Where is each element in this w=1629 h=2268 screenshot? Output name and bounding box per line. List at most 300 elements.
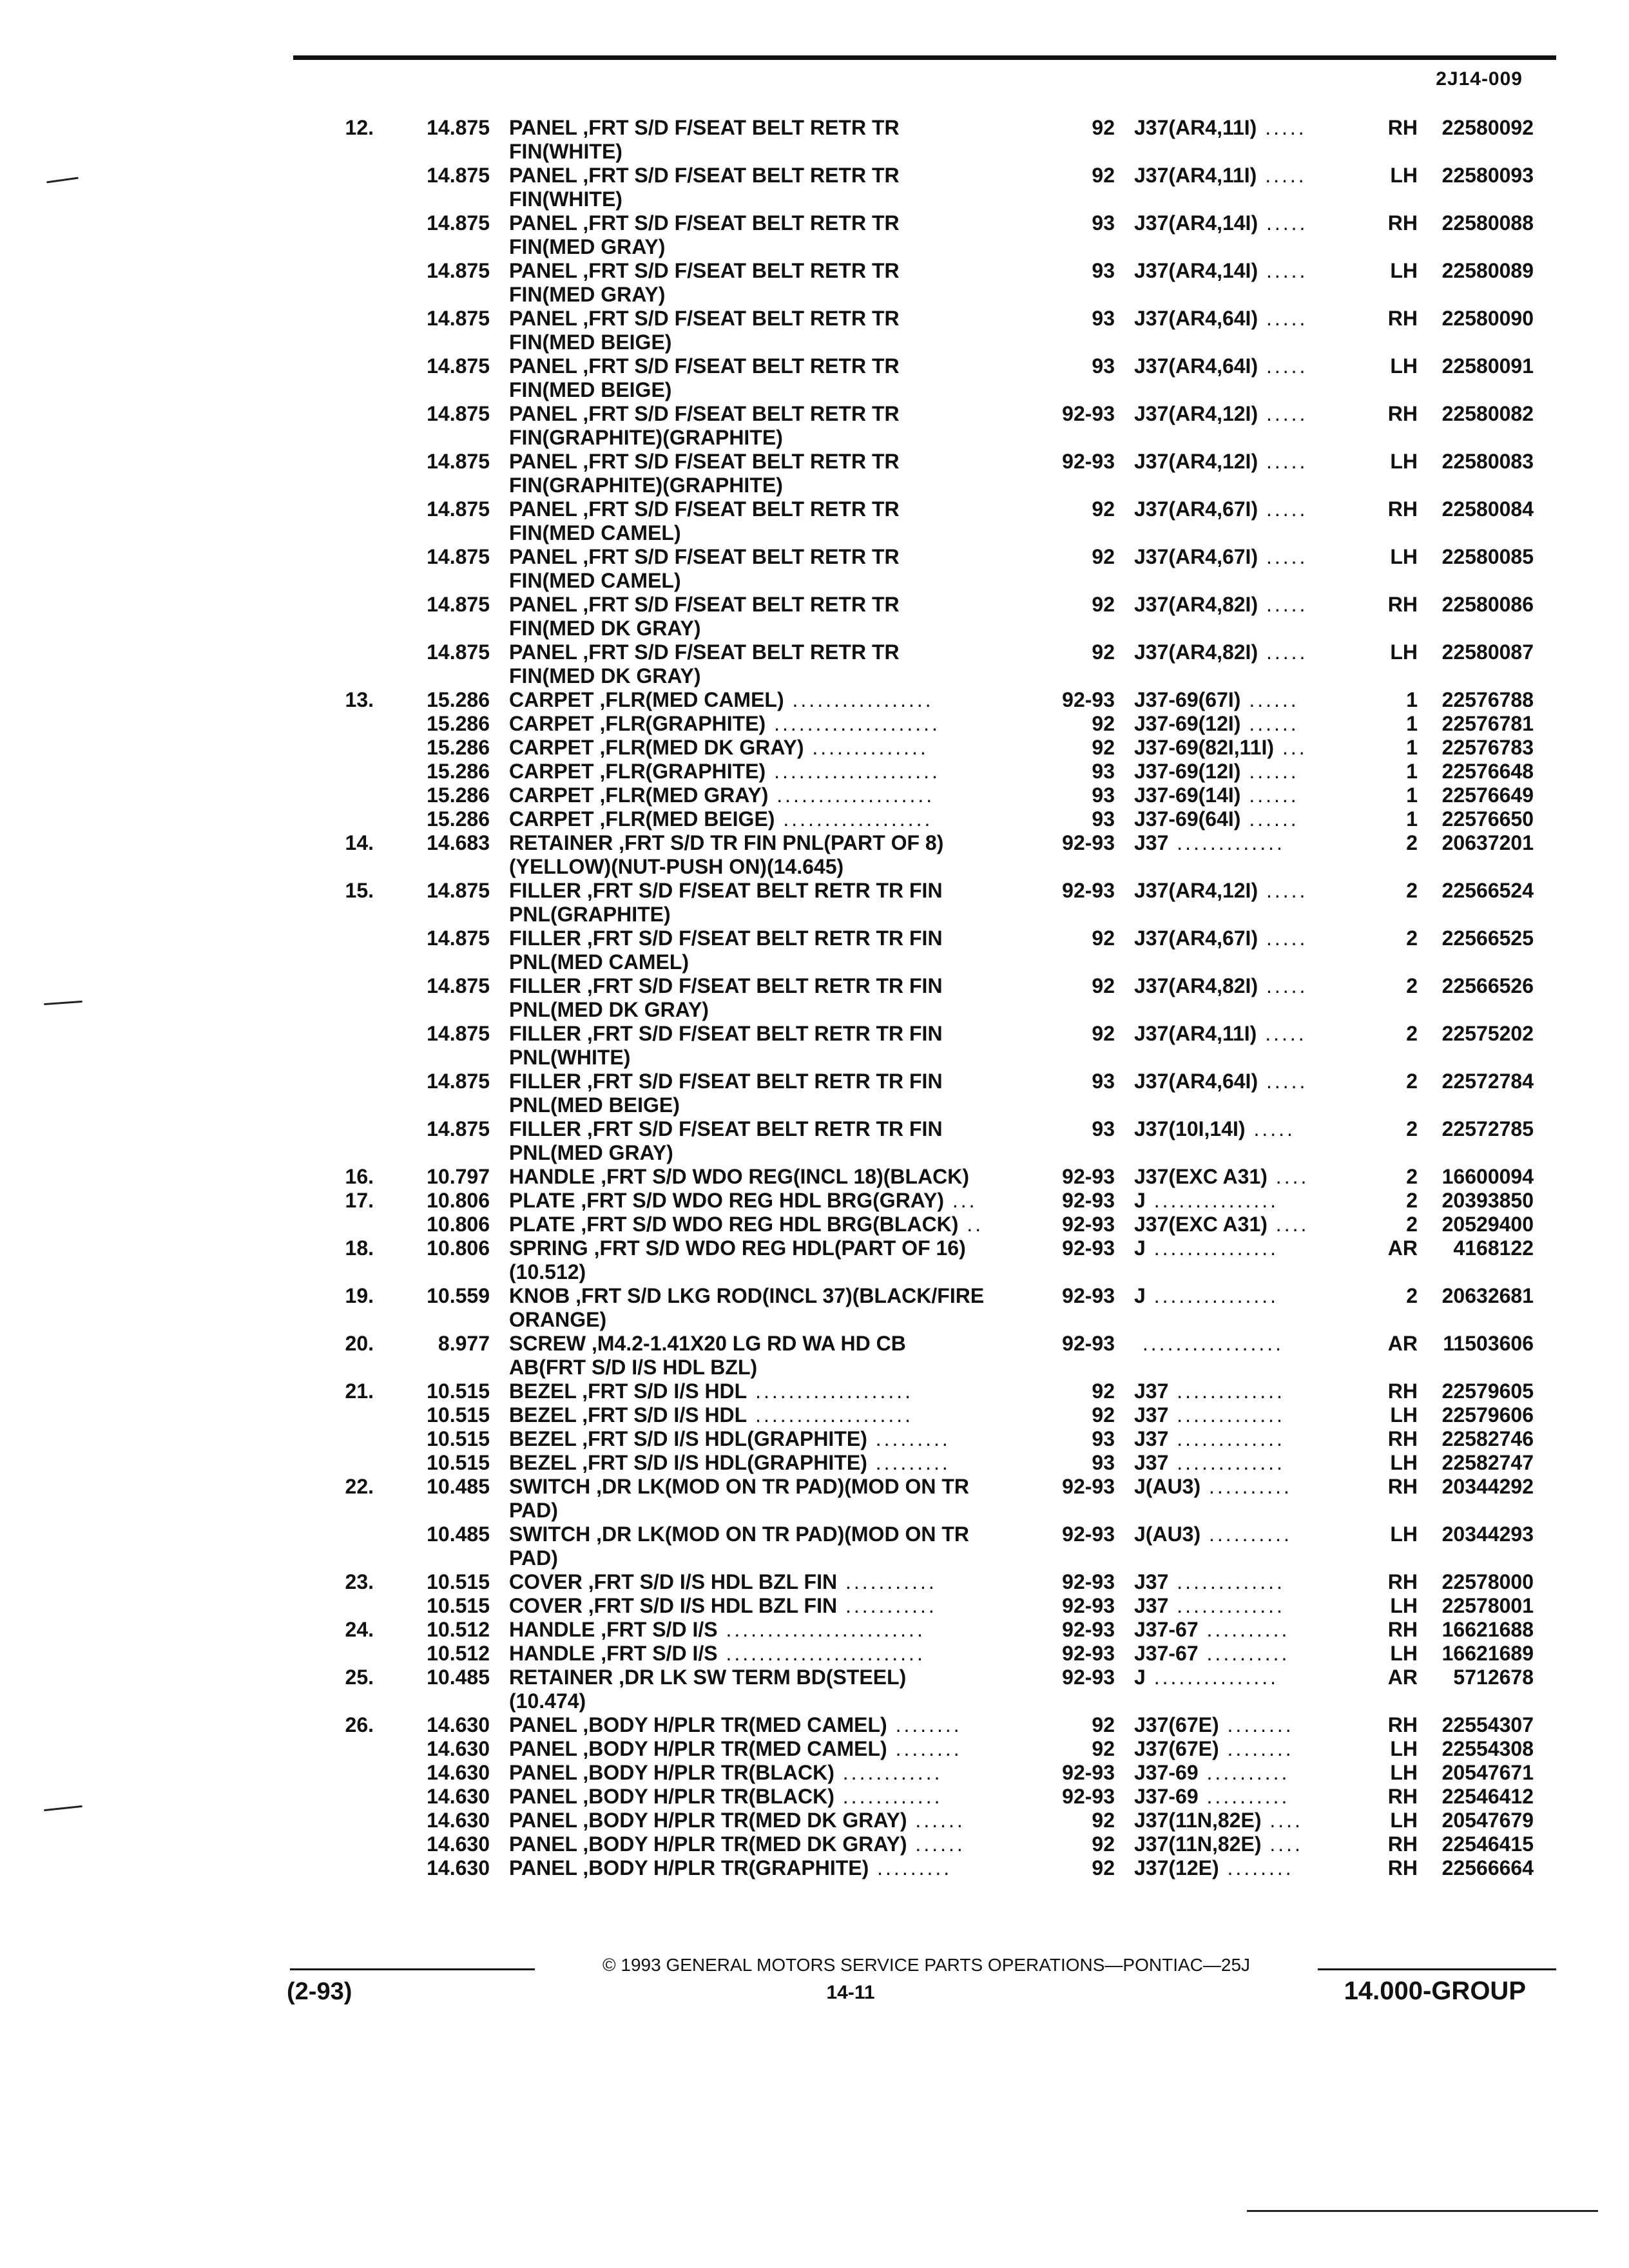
- group-number: 14.630: [427, 1761, 490, 1784]
- part-description: [509, 331, 1037, 354]
- part-name: PANEL: [509, 1856, 577, 1879]
- leader-dots: ......: [907, 1809, 965, 1832]
- model-code: J37(67E): [1134, 1713, 1219, 1736]
- model-usage: [1134, 1832, 1340, 1856]
- group-number: 10.512: [427, 1618, 490, 1641]
- model-code: J37(AR4,64I): [1134, 354, 1258, 378]
- part-number: 22576650: [1441, 807, 1534, 831]
- part-detail: PAD): [509, 1499, 558, 1522]
- group-number: 15.286: [427, 712, 490, 735]
- leader-dots: .....: [1258, 497, 1308, 521]
- part-name: FILLER: [509, 927, 581, 950]
- model-code: J(AU3): [1134, 1475, 1201, 1498]
- model-year: 92-93: [1062, 879, 1115, 902]
- model-usage: [1134, 1070, 1340, 1093]
- model-code: J37(AR4,11I): [1134, 1022, 1257, 1045]
- part-description: [509, 1761, 1037, 1785]
- parts-row: [0, 1832, 1629, 1856]
- part-detail: ,FRT S/D I/S HDL BZL FIN: [582, 1570, 838, 1593]
- quantity: 2: [1406, 1117, 1418, 1140]
- model-year: 92-93: [1062, 1618, 1115, 1641]
- part-number: 20393850: [1441, 1189, 1534, 1212]
- parts-row: [0, 235, 1629, 259]
- part-detail: ,FRT S/D WDO REG(INCL 18)(BLACK): [595, 1165, 970, 1188]
- part-number: 22546412: [1441, 1785, 1534, 1808]
- part-description: [509, 664, 1037, 688]
- group-number: 10.797: [427, 1165, 490, 1188]
- model-code: J37-69(12I): [1134, 760, 1241, 783]
- part-detail: ,FRT S/D F/SEAT BELT RETR TR: [577, 402, 900, 425]
- part-description: [509, 1666, 1037, 1689]
- model-code: J37: [1134, 1427, 1169, 1450]
- leader-dots: .............: [1168, 1570, 1285, 1593]
- parts-row: [0, 211, 1629, 235]
- part-detail: ,BODY H/PLR TR(MED CAMEL): [577, 1737, 887, 1760]
- model-code: J37: [1134, 1403, 1169, 1427]
- part-detail: ,FRT S/D F/SEAT BELT RETR TR: [577, 450, 900, 473]
- part-description: [509, 140, 1037, 164]
- leader-dots: .....: [1258, 211, 1308, 235]
- part-description: [509, 1689, 1037, 1713]
- group-number: 10.515: [427, 1570, 490, 1593]
- part-number: 22579606: [1441, 1403, 1534, 1427]
- leader-dots: .............: [1168, 1379, 1285, 1403]
- part-detail: ,FRT S/D F/SEAT BELT RETR TR: [577, 164, 900, 187]
- model-usage: [1134, 1475, 1340, 1499]
- header-rule: [293, 55, 1556, 60]
- model-usage: [1134, 831, 1340, 855]
- group-number: 10.515: [427, 1451, 490, 1474]
- part-description: [509, 1427, 1037, 1451]
- parts-row: [0, 1070, 1629, 1093]
- leader-dots: .....: [1258, 1070, 1308, 1093]
- part-number: 22578001: [1441, 1594, 1534, 1617]
- part-number: 5712678: [1453, 1666, 1534, 1689]
- model-usage: [1134, 1761, 1340, 1785]
- model-code: J37(10I,14I): [1134, 1117, 1246, 1140]
- part-name: PANEL: [509, 1832, 577, 1856]
- model-code: J37(AR4,64I): [1134, 1070, 1258, 1093]
- item-number: 26.: [345, 1713, 374, 1736]
- model-usage: [1134, 1737, 1340, 1761]
- parts-row: [0, 1117, 1629, 1141]
- part-name: KNOB: [509, 1284, 570, 1307]
- part-number: 22578000: [1441, 1570, 1534, 1593]
- part-name: PANEL: [509, 545, 577, 568]
- quantity: AR: [1387, 1236, 1418, 1260]
- part-number: 22582747: [1441, 1451, 1534, 1474]
- parts-row: [0, 1165, 1629, 1189]
- part-detail: ,BODY H/PLR TR(GRAPHITE): [577, 1856, 869, 1879]
- part-name: RETAINER: [509, 831, 613, 854]
- model-year: 92: [1092, 1713, 1115, 1736]
- group-number: 14.875: [427, 640, 490, 664]
- group-number: 15.286: [427, 736, 490, 759]
- part-description: [509, 1856, 1037, 1880]
- model-code: J37: [1134, 1594, 1169, 1617]
- item-number: 14.: [345, 831, 374, 854]
- leader-dots: .....: [1258, 259, 1308, 282]
- model-year: 92: [1092, 593, 1115, 616]
- item-number: 18.: [345, 1236, 374, 1260]
- model-year: 92-93: [1062, 1570, 1115, 1593]
- model-usage: [1134, 307, 1340, 331]
- model-code: J37(AR4,67I): [1134, 927, 1258, 950]
- part-description: [509, 640, 1037, 664]
- quantity: 2: [1406, 927, 1418, 950]
- model-year: 92-93: [1062, 1165, 1115, 1188]
- part-name: SCREW: [509, 1332, 586, 1355]
- model-year: 93: [1092, 307, 1115, 330]
- leader-dots: .............: [1168, 831, 1285, 854]
- quantity: AR: [1387, 1332, 1418, 1355]
- quantity: RH: [1387, 1618, 1418, 1641]
- group-number: 10.515: [427, 1594, 490, 1617]
- model-usage: [1134, 1523, 1340, 1546]
- part-detail: (10.512): [509, 1260, 586, 1283]
- group-number: 14.875: [427, 497, 490, 521]
- group-number: 10.806: [427, 1236, 490, 1260]
- item-number: 22.: [345, 1475, 374, 1498]
- model-usage: [1134, 760, 1340, 783]
- parts-row: [0, 545, 1629, 569]
- part-detail: ,BODY H/PLR TR(BLACK): [577, 1785, 834, 1808]
- leader-dots: ........: [1219, 1737, 1294, 1760]
- model-year: 92-93: [1062, 831, 1115, 854]
- leader-dots: .....: [1257, 164, 1307, 187]
- part-detail: ,FRT S/D F/SEAT BELT RETR TR FIN: [581, 879, 943, 902]
- model-year: 92-93: [1062, 1475, 1115, 1498]
- leader-dots: .........: [867, 1451, 950, 1474]
- part-detail: PAD): [509, 1546, 558, 1570]
- leader-dots: .....: [1258, 354, 1308, 378]
- part-description: [509, 736, 1037, 760]
- leader-dots: .....: [1258, 927, 1308, 950]
- part-detail: PNL(GRAPHITE): [509, 903, 671, 926]
- group-number: 14.683: [427, 831, 490, 854]
- part-description: [509, 1785, 1037, 1809]
- parts-row: [0, 1332, 1629, 1356]
- part-description: [509, 712, 1037, 736]
- model-code: J37(AR4,82I): [1134, 593, 1258, 616]
- part-description: [509, 1165, 1037, 1189]
- part-name: PANEL: [509, 1785, 577, 1808]
- model-year: 92-93: [1062, 1213, 1115, 1236]
- leader-dots: .............: [1168, 1403, 1285, 1427]
- group-number: 10.515: [427, 1427, 490, 1450]
- model-code: J(AU3): [1134, 1523, 1201, 1546]
- leader-dots: .....: [1258, 545, 1308, 568]
- part-description: [509, 116, 1037, 140]
- parts-row: [0, 664, 1629, 688]
- quantity: RH: [1387, 497, 1418, 521]
- group-number: 10.485: [427, 1475, 490, 1498]
- group-number: 10.806: [427, 1213, 490, 1236]
- part-detail: ,FRT S/D F/SEAT BELT RETR TR FIN: [581, 927, 943, 950]
- part-detail: FIN(WHITE): [509, 140, 622, 163]
- part-name: PANEL: [509, 640, 577, 664]
- part-name: PANEL: [509, 1761, 577, 1784]
- quantity: 2: [1406, 1189, 1418, 1212]
- model-year: 92-93: [1062, 1189, 1115, 1212]
- part-description: [509, 1523, 1037, 1546]
- part-number: 22580085: [1441, 545, 1534, 568]
- parts-row: [0, 1642, 1629, 1666]
- part-detail: (YELLOW)(NUT-PUSH ON)(14.645): [509, 855, 844, 878]
- parts-row: [0, 164, 1629, 187]
- model-usage: [1134, 1403, 1340, 1427]
- part-description: [509, 760, 1037, 783]
- model-year: 92: [1092, 927, 1115, 950]
- quantity: 1: [1406, 712, 1418, 735]
- model-usage: [1134, 1379, 1340, 1403]
- leader-dots: ........................: [717, 1642, 925, 1665]
- part-description: [509, 545, 1037, 569]
- part-description: [509, 903, 1037, 927]
- item-number: 12.: [345, 116, 374, 139]
- part-detail: ,FRT S/D F/SEAT BELT RETR TR: [577, 545, 900, 568]
- parts-row: [0, 736, 1629, 760]
- parts-row: [0, 1213, 1629, 1236]
- part-number: 22546415: [1441, 1832, 1534, 1856]
- part-description: [509, 497, 1037, 521]
- part-number: 20632681: [1441, 1284, 1534, 1307]
- part-detail: ,FRT S/D F/SEAT BELT RETR TR FIN: [581, 1070, 943, 1093]
- part-number: 22576788: [1441, 688, 1534, 711]
- parts-row: [0, 1427, 1629, 1451]
- parts-row: [0, 1546, 1629, 1570]
- model-usage: [1134, 1451, 1340, 1475]
- model-year: 92-93: [1062, 1785, 1115, 1808]
- part-description: [509, 164, 1037, 187]
- part-description: [509, 807, 1037, 831]
- model-code: J: [1134, 1666, 1146, 1689]
- model-year: 92: [1092, 116, 1115, 139]
- part-description: [509, 1451, 1037, 1475]
- part-number: 22580083: [1441, 450, 1534, 473]
- part-description: [509, 1618, 1037, 1642]
- model-code: J37-69(67I): [1134, 688, 1241, 711]
- model-usage: [1134, 640, 1340, 664]
- item-number: 25.: [345, 1666, 374, 1689]
- model-usage: [1134, 1022, 1340, 1046]
- part-number: 22566524: [1441, 879, 1534, 902]
- model-code: J37(AR4,14I): [1134, 259, 1258, 282]
- leader-dots: .....: [1245, 1117, 1295, 1140]
- part-detail: ,FLR(MED BEIGE): [593, 807, 775, 831]
- part-number: 22580086: [1441, 593, 1534, 616]
- group-number: 10.485: [427, 1666, 490, 1689]
- part-detail: PNL(MED BEIGE): [509, 1093, 680, 1117]
- model-year: 92: [1092, 1403, 1115, 1427]
- model-year: 92-93: [1062, 688, 1115, 711]
- part-name: PANEL: [509, 402, 577, 425]
- quantity: LH: [1390, 1451, 1418, 1474]
- part-name: PANEL: [509, 116, 577, 139]
- part-description: [509, 450, 1037, 474]
- model-year: 92: [1092, 545, 1115, 568]
- parts-row: [0, 1570, 1629, 1594]
- part-description: [509, 1594, 1037, 1618]
- group-number: 14.875: [427, 593, 490, 616]
- quantity: AR: [1387, 1666, 1418, 1689]
- group-number: 14.875: [427, 1070, 490, 1093]
- model-code: J: [1134, 1284, 1146, 1307]
- part-detail: ,DR LK SW TERM BD(STEEL): [613, 1666, 907, 1689]
- quantity: LH: [1390, 640, 1418, 664]
- group-number: 10.485: [427, 1523, 490, 1546]
- group-number: 15.286: [427, 783, 490, 807]
- part-number: 22566526: [1441, 974, 1534, 997]
- part-name: SWITCH: [509, 1475, 591, 1498]
- model-usage: [1134, 1856, 1340, 1880]
- group-number: 14.630: [427, 1713, 490, 1736]
- parts-row: [0, 187, 1629, 211]
- part-detail: FIN(WHITE): [509, 187, 622, 211]
- quantity: 2: [1406, 1213, 1418, 1236]
- part-description: [509, 1117, 1037, 1141]
- page-code: 2J14-009: [1436, 68, 1523, 90]
- part-description: [509, 1546, 1037, 1570]
- part-description: [509, 474, 1037, 497]
- part-name: CARPET: [509, 760, 594, 783]
- model-usage: [1134, 1165, 1340, 1189]
- quantity: RH: [1387, 593, 1418, 616]
- leader-dots: .....: [1257, 1022, 1307, 1045]
- group-number: 14.630: [427, 1785, 490, 1808]
- part-description: [509, 998, 1037, 1022]
- part-detail: FIN(MED DK GRAY): [509, 617, 701, 640]
- part-name: FILLER: [509, 974, 581, 997]
- part-name: BEZEL: [509, 1451, 577, 1474]
- quantity: RH: [1387, 211, 1418, 235]
- model-year: 92: [1092, 1379, 1115, 1403]
- part-description: [509, 1213, 1037, 1236]
- model-usage: [1134, 1284, 1340, 1308]
- model-usage: [1134, 783, 1340, 807]
- parts-row: [0, 640, 1629, 664]
- part-detail: FIN(MED CAMEL): [509, 521, 681, 544]
- part-description: [509, 927, 1037, 950]
- part-name: PANEL: [509, 450, 577, 473]
- part-description: [509, 1022, 1037, 1046]
- part-number: 11503606: [1443, 1332, 1534, 1355]
- part-detail: AB(FRT S/D I/S HDL BZL): [509, 1356, 758, 1379]
- model-code: J37: [1134, 831, 1169, 854]
- model-code: J37(EXC A31): [1134, 1213, 1268, 1236]
- part-description: [509, 831, 1037, 855]
- group-number: 14.875: [427, 545, 490, 568]
- model-year: 92-93: [1062, 450, 1115, 473]
- part-name: PANEL: [509, 497, 577, 521]
- item-number: 15.: [345, 879, 374, 902]
- parts-row: [0, 1594, 1629, 1618]
- part-name: HANDLE: [509, 1618, 595, 1641]
- part-number: 22576781: [1441, 712, 1534, 735]
- leader-dots: ...............: [1145, 1189, 1279, 1212]
- model-code: J37(AR4,12I): [1134, 402, 1258, 425]
- group-number: 14.875: [427, 354, 490, 378]
- part-name: BEZEL: [509, 1403, 577, 1427]
- part-number: 20344293: [1441, 1523, 1534, 1546]
- parts-row: [0, 1523, 1629, 1546]
- quantity: 1: [1406, 807, 1418, 831]
- group-number: 14.875: [427, 116, 490, 139]
- quantity: 1: [1406, 736, 1418, 759]
- model-year: 93: [1092, 760, 1115, 783]
- part-detail: ,FRT S/D F/SEAT BELT RETR TR FIN: [581, 1117, 943, 1140]
- leader-dots: ...................: [747, 1403, 914, 1427]
- model-usage: [1134, 1427, 1340, 1451]
- model-code: J37(AR4,67I): [1134, 497, 1258, 521]
- part-detail: ORANGE): [509, 1308, 607, 1331]
- model-usage: [1134, 1332, 1340, 1356]
- part-name: PLATE: [509, 1189, 575, 1212]
- part-detail: ,FRT S/D I/S HDL: [576, 1403, 747, 1427]
- parts-row: [0, 950, 1629, 974]
- part-detail: ,FRT S/D F/SEAT BELT RETR TR: [577, 307, 900, 330]
- part-description: [509, 617, 1037, 640]
- leader-dots: ....................: [766, 760, 940, 783]
- part-detail: FIN(MED DK GRAY): [509, 664, 701, 687]
- part-detail: ,FRT S/D F/SEAT BELT RETR TR FIN: [581, 1022, 943, 1045]
- part-detail: ,FRT S/D F/SEAT BELT RETR TR: [577, 116, 900, 139]
- part-number: 22580090: [1441, 307, 1534, 330]
- part-detail: ,FRT S/D I/S HDL(GRAPHITE): [576, 1451, 867, 1474]
- model-usage: [1134, 1236, 1340, 1260]
- leader-dots: ....: [1261, 1832, 1303, 1856]
- part-description: [509, 187, 1037, 211]
- model-year: 93: [1092, 354, 1115, 378]
- parts-row: [0, 855, 1629, 879]
- parts-row: [0, 569, 1629, 593]
- group-number: 14.875: [427, 974, 490, 997]
- part-description: [509, 1093, 1037, 1117]
- model-code: J37-69(82I,11I): [1134, 736, 1275, 759]
- part-name: PANEL: [509, 354, 577, 378]
- item-number: 20.: [345, 1332, 374, 1355]
- part-description: [509, 1642, 1037, 1666]
- part-name: BEZEL: [509, 1379, 577, 1403]
- parts-row: [0, 1713, 1629, 1737]
- part-number: 22566664: [1441, 1856, 1534, 1879]
- part-description: [509, 211, 1037, 235]
- leader-dots: ...............: [1145, 1236, 1279, 1260]
- parts-row: [0, 1666, 1629, 1689]
- part-detail: ,FRT S/D I/S HDL(GRAPHITE): [576, 1427, 867, 1450]
- model-usage: [1134, 1785, 1340, 1809]
- quantity: RH: [1387, 1785, 1418, 1808]
- quantity: RH: [1387, 1475, 1418, 1498]
- part-detail: ,FLR(GRAPHITE): [593, 712, 766, 735]
- part-number: 20529400: [1441, 1213, 1534, 1236]
- part-detail: ,FRT S/D F/SEAT BELT RETR TR: [577, 593, 900, 616]
- quantity: RH: [1387, 307, 1418, 330]
- part-number: 22580084: [1441, 497, 1534, 521]
- footer-rule-right: [1318, 1968, 1556, 1970]
- group-number: 14.630: [427, 1856, 490, 1879]
- quantity: 2: [1406, 1165, 1418, 1188]
- parts-row: [0, 450, 1629, 474]
- quantity: 2: [1406, 1070, 1418, 1093]
- part-number: 22554308: [1441, 1737, 1534, 1760]
- leader-dots: ........: [887, 1713, 962, 1736]
- item-number: 13.: [345, 688, 374, 711]
- parts-row: [0, 1284, 1629, 1308]
- part-description: [509, 1332, 1037, 1356]
- part-name: PANEL: [509, 211, 577, 235]
- part-detail: PNL(MED CAMEL): [509, 950, 689, 974]
